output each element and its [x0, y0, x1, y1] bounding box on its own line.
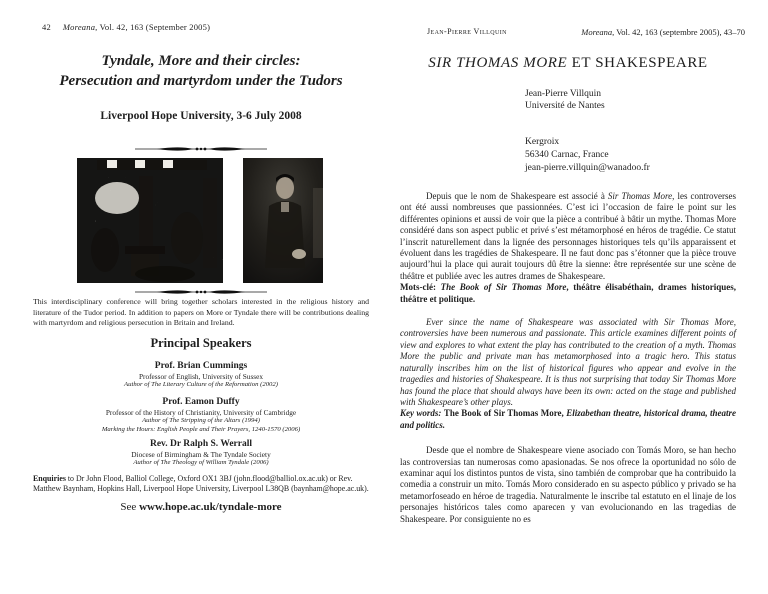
conference-title-line2: Persecution and martyrdom under the Tudors — [59, 72, 343, 89]
dark-portrait-painting-image — [243, 158, 323, 283]
right-page — [388, 0, 748, 594]
journal-issue: , Vol. 42, 163 (September 2005) — [95, 22, 211, 32]
article-title-italic: SIR THOMAS MORE — [428, 55, 568, 71]
address-line: Kergroix — [525, 137, 560, 147]
enquiries-label: Enquiries — [33, 474, 66, 483]
play-title: Sir Thomas More — [607, 191, 673, 201]
article-abstracts — [400, 191, 736, 525]
keywords-french-label: Mots-clé: — [400, 282, 441, 293]
ornamental-divider-top — [30, 141, 372, 159]
speaker-publication: Author of The Literary Culture of the Reformation (2002) — [124, 381, 278, 388]
enquiries-paragraph — [33, 474, 371, 494]
conference-description: This interdisciplinary conference will bring together scholars interested in the religious history and literature of the Tudor period. In addition to papers on More or Tyndale there will be contributions dealing with martyrdom and religious persecution in Britain and Ireland. — [33, 297, 369, 328]
left-running-header — [42, 22, 210, 32]
keywords-english-rest: Elizabethan theatre, historical drama, theatre and politics. — [400, 408, 737, 430]
keywords-french — [400, 282, 736, 305]
abstract-french-lead: Depuis que le nom de Shakespeare est associé à — [426, 191, 608, 201]
article-title-rest: ET SHAKESPEARE — [567, 55, 708, 71]
speaker-brian-cummings — [30, 361, 372, 390]
keywords-english — [400, 408, 736, 431]
journal-name: Moreana — [62, 22, 96, 32]
speaker-publication: Marking the Hours: English People and Their Prayers, 1240-1570 (2006) — [101, 425, 301, 433]
speaker-publication: Author of The Theology of William Tyndale (2006) — [133, 459, 269, 466]
author-address-block — [525, 136, 650, 174]
conference-website-line — [30, 501, 372, 513]
play-title: The Book of Sir Thomas More, — [443, 408, 567, 419]
abstract-french — [400, 191, 736, 282]
journal-issue-pages: , Vol. 42, 163 (septembre 2005), 43–70 — [612, 27, 745, 37]
article-byline — [525, 88, 605, 112]
conference-venue: Liverpool Hope University, 3-6 July 2008 — [100, 110, 302, 122]
address-line: 56340 Carnac, France — [525, 149, 609, 160]
conference-title — [30, 52, 372, 91]
journal-name: Moreana — [581, 27, 613, 37]
author-name: Jean-Pierre Villquin — [525, 89, 602, 99]
ornamental-divider-icon — [135, 287, 267, 297]
speaker-affiliation: Diocese of Birmingham & The Tyndale Society — [131, 450, 271, 459]
conference-website-url: www.hope.ac.uk/tyndale-more — [139, 501, 282, 513]
speaker-name: Prof. Eamon Duffy — [162, 397, 240, 407]
page-number: 42 — [42, 22, 51, 32]
abstract-spanish: Desde que el nombre de Shakespeare viene asociado con Tomás Moro, se han hecho las controversias tan numerosas como apasionadas. Se nos ofrece la oportunidad no sólo de examinar aquí los distintos puntos de vista, sino también de comprobar que ha contribuido la comedia a construir un mito. Tomás Moro considerado en su aspecto público y privado se ha metamorfoseado en héroe de tragedia. Naturalmente le inscribe tal estatuto en el linaje de los personajes históricos tales como aparecen y van evolucionando en las tragedias de Shakespeare. Por consiguiente no es — [400, 445, 736, 524]
article-title — [388, 55, 748, 72]
speaker-affiliation: Professor of the History of Christianity, University of Cambridge — [105, 408, 297, 417]
abstract-english: Ever since the name of Shakespeare was associated with Sir Thomas More, controversies have been numerous and passionate. This article examines different points of view and explores to what extent the play has contributed to the creation of a myth. Thomas More the public and private man has metamorphosed into a tragic hero. This status naturally inscribes him on the list of historical figures who appear and evolve in the tragedies and histories of Shakespeare. It is thus not surprising that today Sir Thomas More has found the place that should always have been its own: acted on the stage and published with Shakespeare’s other plays. — [400, 317, 736, 407]
conference-title-line1: Tyndale, More and their circles: — [101, 53, 301, 69]
abstract-french-rest: , les controverses ont été aussi nombreuses que passionnées. C’est ici l’occasion de faire le point sur les différentes opinions et aussi de voir que la pièce a contribué à bâtir un mythe. Thomas More considéré dans son aspect public et privé s’est métamorphosé en héros de tragédie. Ce statut l’inscrit naturellement dans la lignée des personnages historiques tels qu’ils apparaissent et évoluent dans les tragédies de Shakespeare. Il ne faut donc pas s’étonner que la pièce trouve aujourd’hui la place qui aurait toujours dû être la sienne: être représentée sur une scène de théâtre et publiée avec les autres drames de Shakespeare. — [400, 191, 737, 281]
keywords-english-label: Key words: — [400, 408, 444, 419]
left-page — [30, 0, 372, 594]
author-email: jean-pierre.villquin@wanadoo.fr — [525, 162, 650, 173]
keywords-french-rest: , théâtre élisabéthain, drames historiques, théâtre et politique. — [400, 282, 736, 304]
speaker-affiliation: Professor of English, University of Sussex — [138, 372, 264, 381]
speaker-publication: Author of The Stripping of the Altars (1994) — [142, 417, 260, 424]
speaker-eamon-duffy — [30, 397, 372, 434]
see-prefix: See — [120, 501, 140, 513]
enquiries-text: to Dr John Flood, Balliol College, Oxford OX1 3BJ (john.flood@balliol.ox.ac.uk) or Rev. Matthew Baynham, Hopkins Hall, Liverpool Hope University, Liverpool L38QB (baynham@hope.ac.uk). — [33, 474, 369, 494]
speaker-ralph-werrall — [30, 439, 372, 468]
speaker-name: Prof. Brian Cummings — [154, 361, 248, 371]
right-running-header-journal — [581, 27, 745, 37]
author-affiliation: Université de Nantes — [525, 101, 605, 111]
play-title: The Book of Sir Thomas More — [440, 282, 567, 293]
ornamental-divider-icon — [135, 144, 267, 154]
speaker-name: Rev. Dr Ralph S. Werrall — [149, 439, 253, 449]
principal-speakers-heading: Principal Speakers — [150, 336, 252, 350]
right-running-header-author: Jean-Pierre Villquin — [427, 27, 507, 36]
woodcut-martyrdom-scene-image — [77, 158, 223, 283]
